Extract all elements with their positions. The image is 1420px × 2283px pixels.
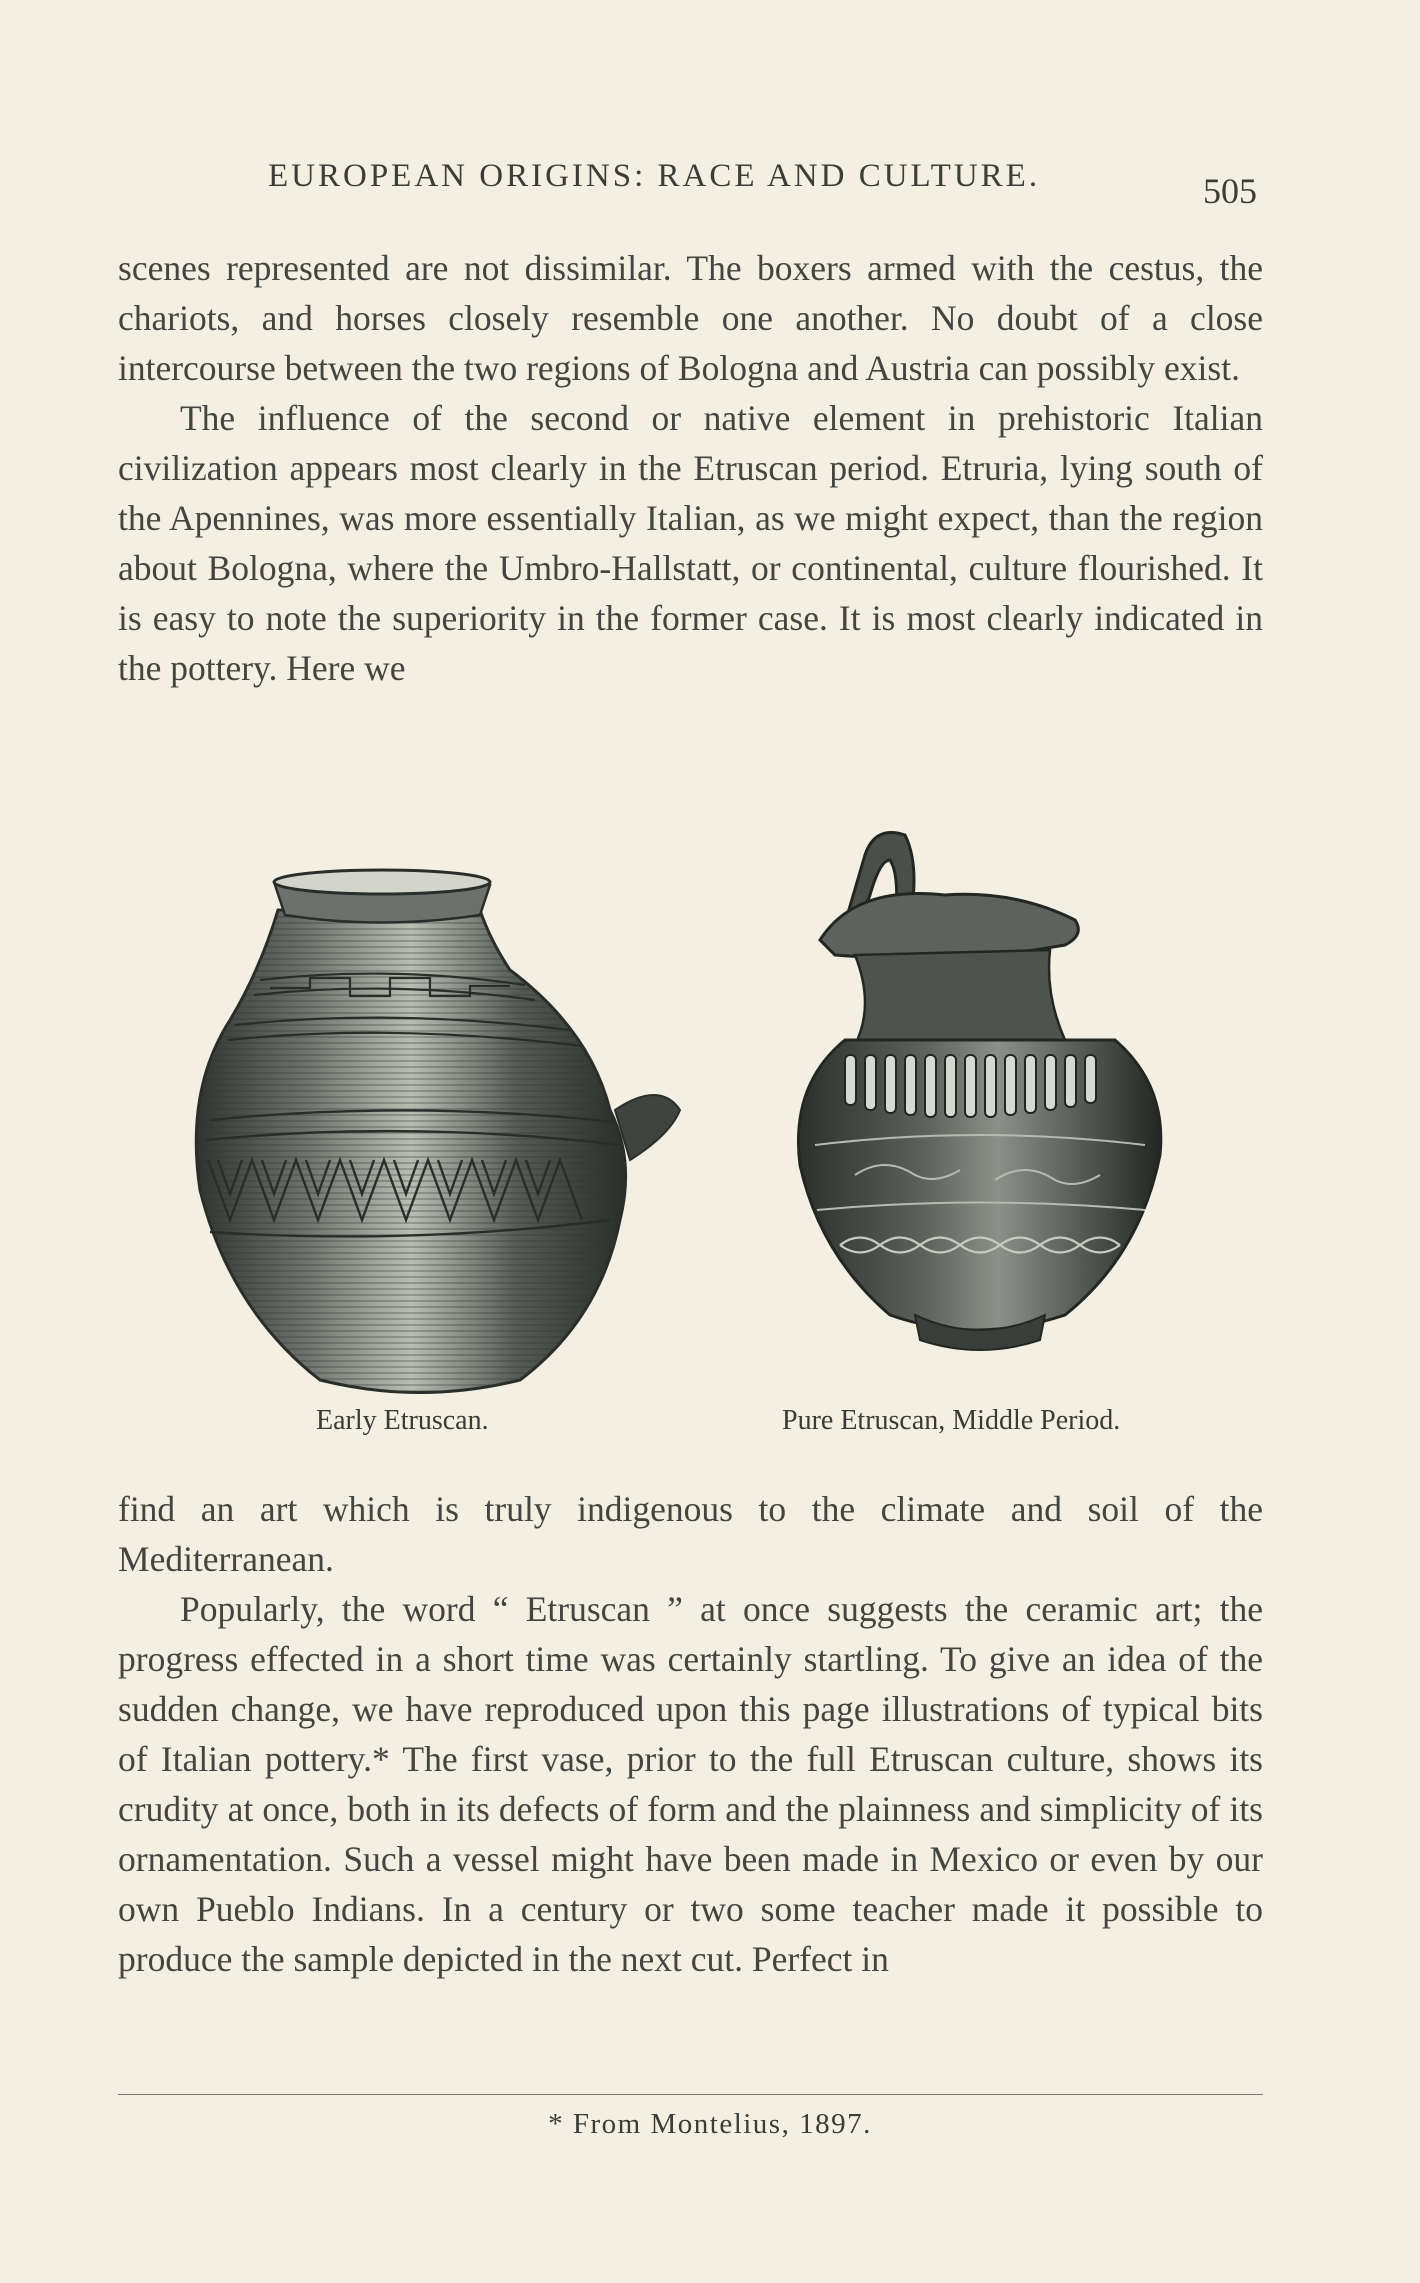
figure-caption-early-etruscan: Early Etruscan. <box>316 1405 489 1436</box>
paragraph: The influence of the second or native element in prehistoric Italian civilization appears most clearly in the Etruscan period. Etruria, lying south of the Apennines, was more essentially Italian, as we might expect, than the region about Bologna, where the Umbro-Hallstatt, or continental, culture flourished. It is easy to note the superiority in the former case. It is most clearly indicated in the pottery. Here we <box>118 398 1263 688</box>
paragraph: Popularly, the word “ Etruscan ” at once suggests the ceramic art; the progress effected in a short time was certainly startling. To give an idea of the sudden change, we have reproduced upon this page illustrations of typical bits of Italian pottery.* The first vase, prior to the full Etruscan culture, shows its crudity at once, both in its defects of form and the plainness and simplicity of its ornamentation. Such a vessel might have been made in Mexico or even by our own Pueblo Indians. In a century or two some teacher made it possible to produce the sample depicted in the next cut. Perfect in <box>118 1589 1263 1979</box>
paragraph: scenes represented are not dissimilar. The boxers armed with the cestus, the chariots, and horses closely resemble one another. No doubt of a close intercourse between the two regions of Bologna and Austria can possibly exist. <box>118 248 1263 388</box>
body-text-top <box>118 243 1263 693</box>
figure-caption-pure-etruscan: Pure Etruscan, Middle Period. <box>782 1405 1121 1436</box>
figure-early-etruscan-vase <box>190 860 690 1395</box>
footnote-rule <box>118 2094 1263 2095</box>
early-etruscan-vase-engraving <box>190 860 690 1395</box>
paragraph: find an art which is truly indigenous to the climate and soil of the Mediterranean. <box>118 1489 1263 1579</box>
running-head: EUROPEAN ORIGINS: RACE AND CULTURE. <box>268 158 1041 194</box>
pure-etruscan-jug-engraving <box>795 825 1180 1385</box>
figure-pure-etruscan-jug <box>795 825 1180 1385</box>
footnote: * From Montelius, 1897. <box>548 2108 872 2140</box>
page-number: 505 <box>1203 171 1257 211</box>
body-text-bottom <box>118 1484 1263 1984</box>
